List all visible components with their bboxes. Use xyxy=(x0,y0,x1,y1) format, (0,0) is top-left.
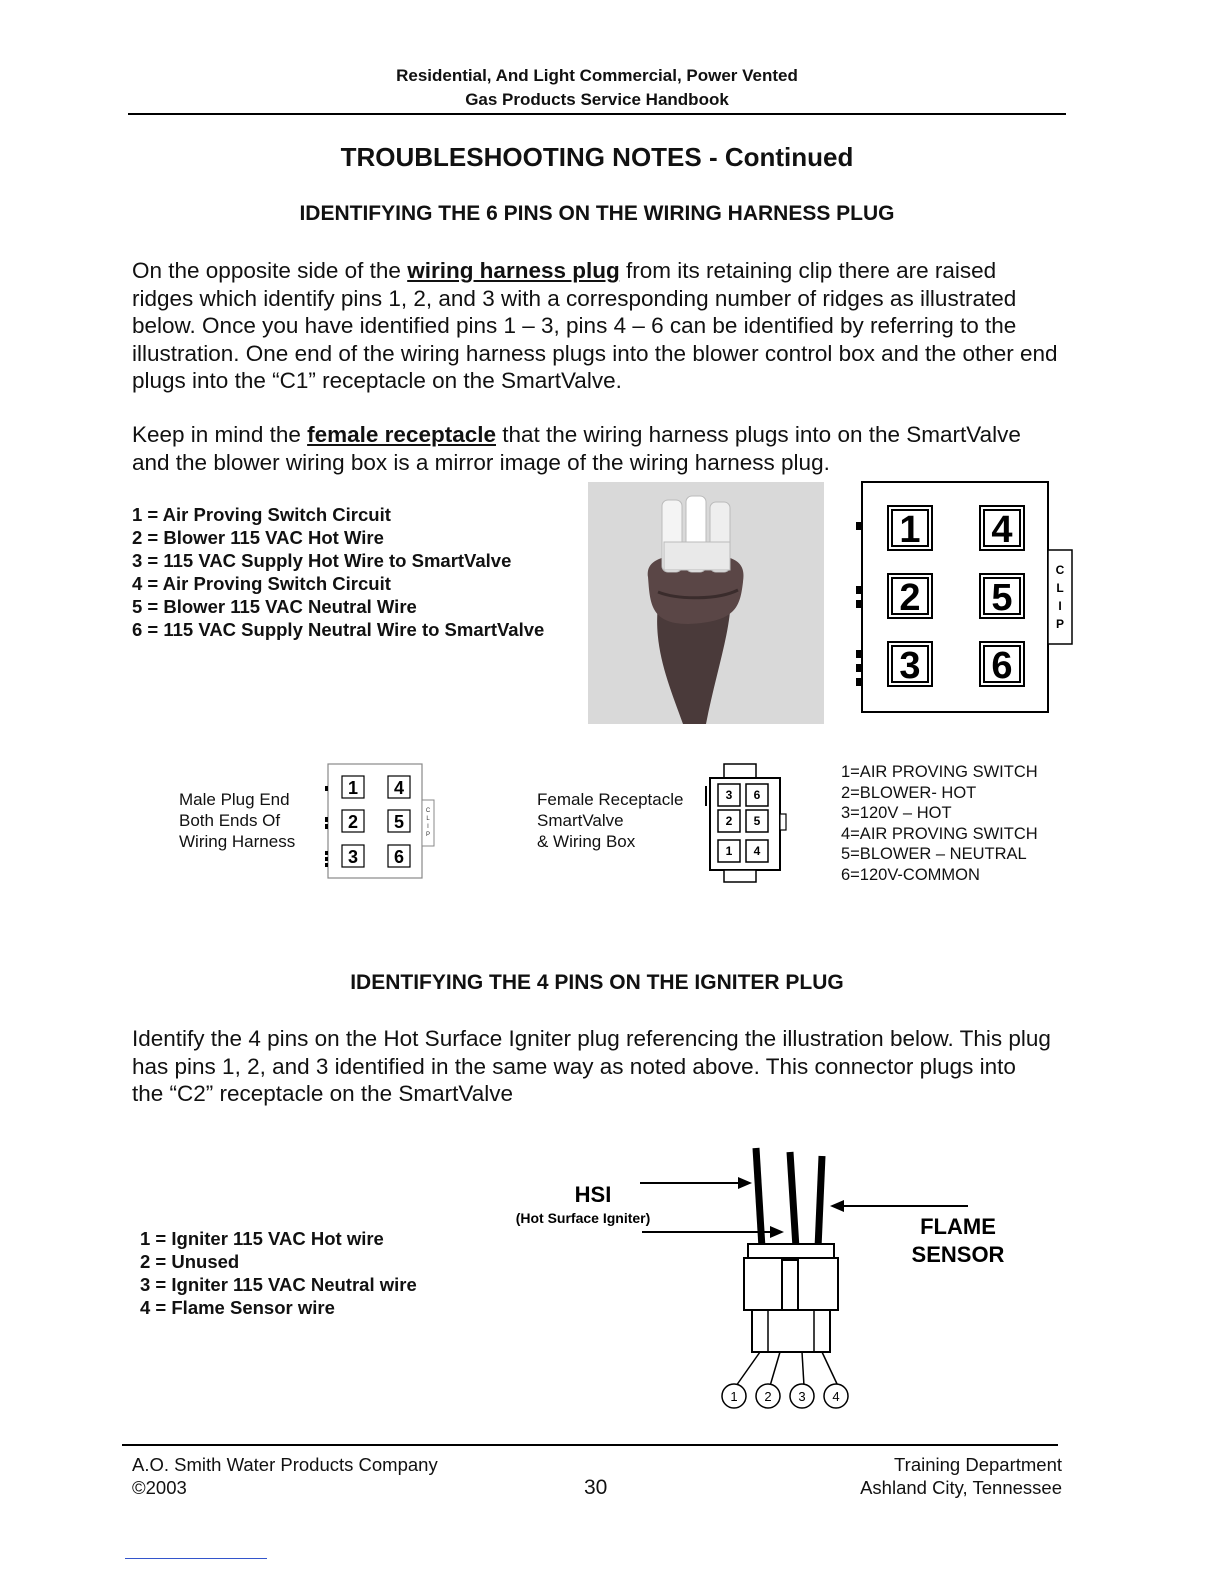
page-title: TROUBLESHOOTING NOTES - Continued xyxy=(340,142,854,172)
footer-company: A.O. Smith Water Products Company xyxy=(132,1454,438,1475)
clip-letter: L xyxy=(426,816,430,822)
footer-left xyxy=(132,1453,438,1499)
clip-letter: I xyxy=(1058,599,1062,613)
list-item: 5 = Blower 115 VAC Neutral Wire xyxy=(132,596,417,617)
para2-text-start: Keep in mind the xyxy=(132,422,308,447)
list-item: 3 = 115 VAC Supply Hot Wire to SmartValve xyxy=(132,550,512,571)
clip-letter: P xyxy=(1055,617,1065,631)
pin-number: 3 xyxy=(798,1389,806,1404)
igniter-pin-list xyxy=(140,1227,417,1319)
pin-number: 3 xyxy=(725,788,733,802)
list-item: 4=AIR PROVING SWITCH xyxy=(841,824,1038,843)
label-line: & Wiring Box xyxy=(537,832,636,851)
large-pin-diagram xyxy=(842,480,1078,718)
list-item: 1 = Igniter 115 VAC Hot wire xyxy=(140,1228,384,1249)
list-item: 2 = Unused xyxy=(140,1251,240,1272)
paragraph-igniter: Identify the 4 pins on the Hot Surface Igniter plug referencing the illustration below. This plug has pins 1, 2, and 3 identified in the same way as noted above. This connector plugs into the “C2” receptacle on the SmartValve xyxy=(132,1026,1051,1106)
pin-number: 4 xyxy=(991,509,1013,551)
para1-text-end: from its retaining clip there are raised ridges which identify pins 1, 2, and 3 with a corresponding number of ridges as illustrated below. Once you have identified pins 1 – 3, pins 4 – 6 can be identified by referring to the illustration. One end of the wiring harness plugs into the blower control box and the other end plugs into the “C1” receptacle on the SmartValve. xyxy=(132,258,1058,393)
section-heading-igniter: IDENTIFYING THE 4 PINS ON THE IGNITER PLUG xyxy=(350,971,844,994)
clip-letter: C xyxy=(1055,563,1065,577)
pin-number: 5 xyxy=(991,577,1013,619)
hsi-sublabel: (Hot Surface Igniter) xyxy=(515,1210,651,1226)
footer-department: Training Department xyxy=(894,1454,1062,1475)
running-header-line-1: Residential, And Light Commercial, Power Vented xyxy=(396,66,798,85)
label-line: Both Ends Of xyxy=(179,811,281,830)
pin-number: 2 xyxy=(725,814,733,828)
page-number: 30 xyxy=(584,1476,608,1499)
label-line: SmartValve xyxy=(537,811,624,830)
footer-location: Ashland City, Tennessee xyxy=(860,1477,1062,1498)
pin-number: 6 xyxy=(753,788,761,802)
pin-number: 2 xyxy=(347,812,359,832)
pin-number: 4 xyxy=(393,778,405,798)
harness-pin-list xyxy=(132,503,544,641)
list-item: 4 = Air Proving Switch Circuit xyxy=(132,573,391,594)
pin-number: 1 xyxy=(899,509,921,551)
pin-legend xyxy=(841,762,1038,885)
label-line: Wiring Harness xyxy=(179,832,296,851)
pin-number: 2 xyxy=(764,1389,772,1404)
female-receptacle-term: female receptacle xyxy=(307,422,496,447)
label-line: Female Receptacle xyxy=(537,790,684,809)
para1-text-start: On the opposite side of the xyxy=(132,258,408,283)
pin-number: 4 xyxy=(832,1389,840,1404)
clip-letter: I xyxy=(427,824,429,830)
list-item: 3 = Igniter 115 VAC Neutral wire xyxy=(140,1274,417,1295)
igniter-plug-diagram xyxy=(500,1140,1040,1420)
footer-rule xyxy=(122,1444,1058,1446)
running-header-line-2: Gas Products Service Handbook xyxy=(465,90,729,109)
female-receptacle-diagram xyxy=(700,758,790,888)
section-heading-harness: IDENTIFYING THE 6 PINS ON THE WIRING HARNESS PLUG xyxy=(299,202,895,225)
pin-number: 1 xyxy=(347,778,359,798)
list-item: 1 = Air Proving Switch Circuit xyxy=(132,504,391,525)
male-plug-label xyxy=(179,789,295,852)
pin-number: 3 xyxy=(347,847,359,867)
paragraph-harness-ridges xyxy=(132,257,1062,395)
clip-letter: L xyxy=(1056,581,1064,595)
header-rule xyxy=(128,113,1066,115)
list-item: 2 = Blower 115 VAC Hot Wire xyxy=(132,527,384,548)
flame-sensor-label-1: FLAME xyxy=(920,1214,996,1239)
paragraph-female-receptacle xyxy=(132,421,1032,476)
pin-number: 5 xyxy=(753,814,761,828)
pin-number: 2 xyxy=(899,577,921,619)
list-item: 6=120V-COMMON xyxy=(841,865,980,884)
footer-right xyxy=(860,1453,1062,1499)
list-item: 1=AIR PROVING SWITCH xyxy=(841,763,1038,781)
clip-letter: C xyxy=(425,808,431,814)
clip-letter: P xyxy=(425,832,431,838)
flame-sensor-label-2: SENSOR xyxy=(911,1242,1005,1267)
para2-text-end: that the wiring harness plugs into on the SmartValve and the blower wiring box is a mirror image of the wiring harness plug. xyxy=(132,422,1021,475)
list-item: 5=BLOWER – NEUTRAL xyxy=(841,845,1027,863)
pin-number: 6 xyxy=(991,645,1013,687)
hsi-label: HSI xyxy=(574,1182,612,1207)
label-line: Male Plug End xyxy=(179,790,290,809)
list-item: 4 = Flame Sensor wire xyxy=(140,1297,335,1318)
harness-plug-photo xyxy=(588,482,824,724)
wiring-harness-plug-term: wiring harness plug xyxy=(407,258,620,283)
pin-number: 1 xyxy=(730,1389,738,1404)
pin-number: 4 xyxy=(753,844,761,858)
female-receptacle-label xyxy=(537,789,683,852)
pin-number: 5 xyxy=(393,812,405,832)
list-item: 6 = 115 VAC Supply Neutral Wire to SmartValve xyxy=(132,619,545,640)
footnote-line xyxy=(125,1558,267,1559)
pin-number: 6 xyxy=(393,847,405,867)
pin-number: 3 xyxy=(899,645,921,687)
list-item: 3=120V – HOT xyxy=(841,804,952,822)
footer-copyright: ©2003 xyxy=(132,1477,187,1498)
pin-number: 1 xyxy=(725,844,733,858)
list-item: 2=BLOWER- HOT xyxy=(841,783,977,802)
male-plug-diagram xyxy=(318,760,438,882)
